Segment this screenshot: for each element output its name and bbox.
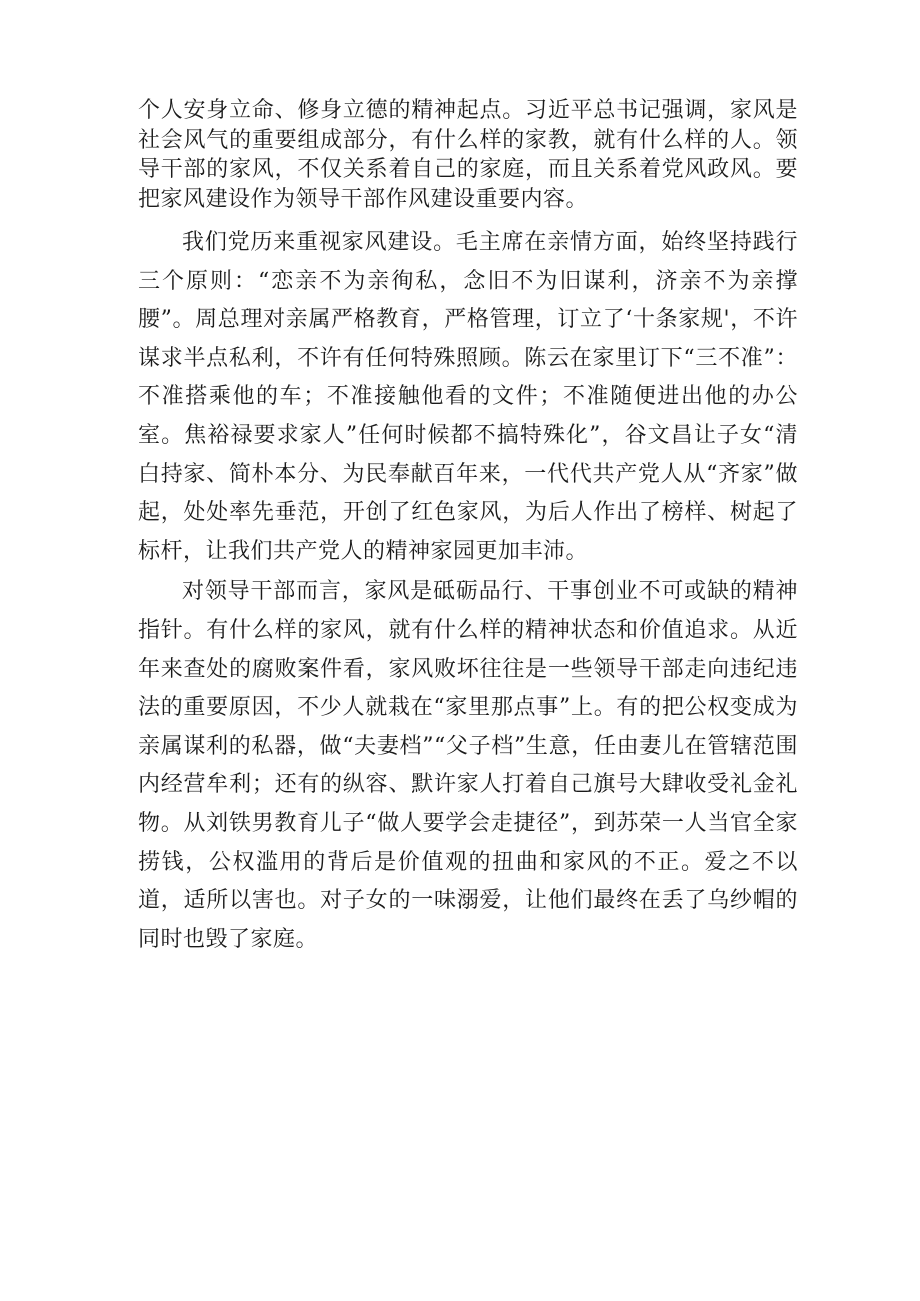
document-body bbox=[138, 96, 798, 959]
paragraph-party-family-tradition: 我们党历来重视家风建设。毛主席在亲情方面，始终坚持践行三个原则：“恋亲不为亲徇私，念旧不为旧谋利，济亲不为亲撑腰”。周总理对亲属严格教育，严格管理，订立了‘十条家规'，不许谋求半点私利，不许有任何特殊照顾。陈云在家里订下“三不准”：不准搭乘他的车；不准接触他看的文件；不准随便进出他的办公室。焦裕禄要求家人”任何时候都不搞特殊化”，谷文昌让子女“清白持家、简朴本分、为民奉献百年来，一代代共产党人从“齐家”做起，处处率先垂范，开创了红色家风，为后人作出了榜样、树起了标杆，让我们共产党人的精神家园更加丰沛。 bbox=[138, 230, 798, 564]
paragraph-leading-cadres-family-style: 对领导干部而言，家风是砥砺品行、干事创业不可或缺的精神指针。有什么样的家风，就有什么样的精神状态和价值追求。从近年来查处的腐败案件看，家风败坏往往是一些领导干部走向违纪违法的重要原因，不少人就栽在“家里那点事”上。有的把公权变成为亲属谋利的私器，做“夫妻档”“父子档”生意，任由妻儿在管辖范围内经营牟利；还有的纵容、默许家人打着自己旗号大肆收受礼金礼物。从刘铁男教育儿子“做人要学会走捷径”，到苏荣一人当官全家捞钱，公权滥用的背后是价值观的扭曲和家风的不正。爱之不以道，适所以害也。对子女的一味溺爱，让他们最终在丢了乌纱帽的同时也毁了家庭。 bbox=[138, 579, 798, 952]
paragraph-family-style-importance: 个人安身立命、修身立德的精神起点。习近平总书记强调，家风是社会风气的重要组成部分，有什么样的家教，就有什么样的人。领导干部的家风，不仅关系着自己的家庭，而且关系着党风政风。要把家风建设作为领导干部作风建设重要内容。 bbox=[138, 98, 798, 212]
